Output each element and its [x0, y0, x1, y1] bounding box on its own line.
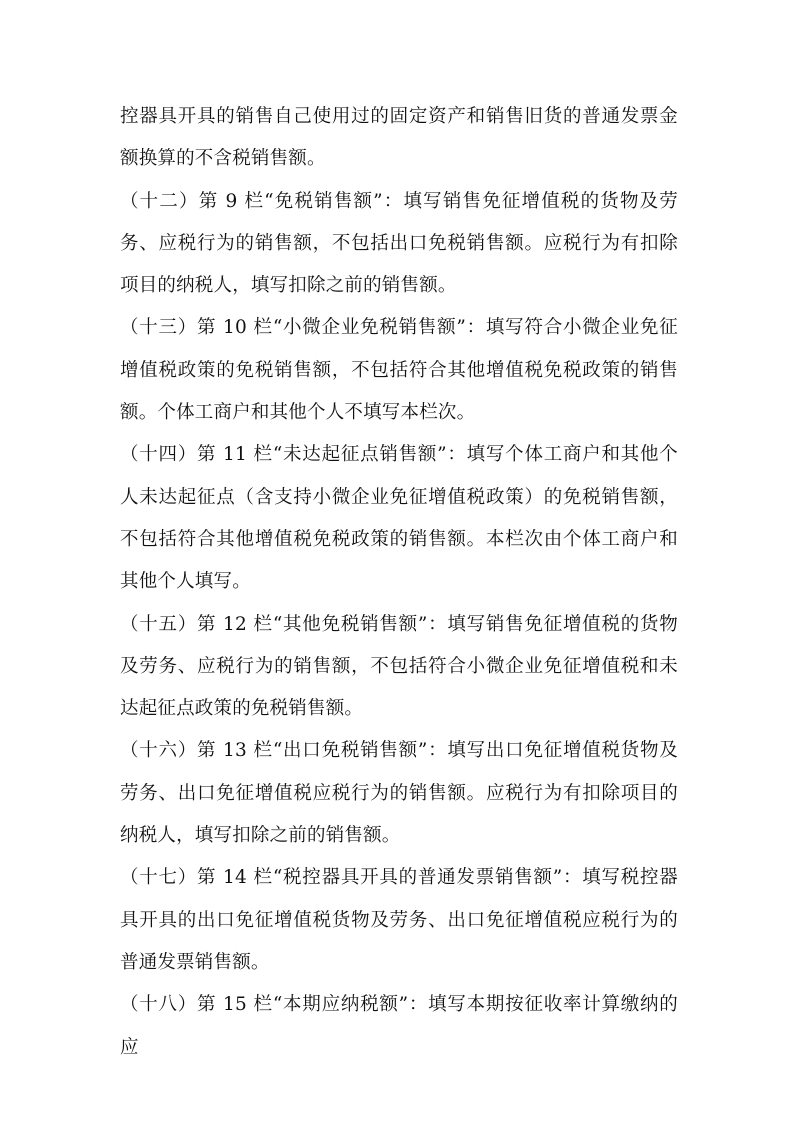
paragraph-item-14: （十四）第 11 栏“未达起征点销售额”：填写个体工商户和其他个人未达起征点（含支持小微企业免征增值税政策）的免税销售额，不包括符合其他增值税免税政策的销售额。本栏次由个体工商户和其他个人填写。 [120, 444, 678, 593]
paragraph-item-13: （十三）第 10 栏“小微企业免税销售额”：填写符合小微企业免征增值税政策的免税销售额，不包括符合其他增值税免税政策的销售额。个体工商户和其他个人不填写本栏次。 [120, 317, 678, 424]
document-body [120, 96, 678, 1069]
paragraph-item-16: （十六）第 13 栏“出口免税销售额”：填写出口免征增值税货物及劳务、出口免征增值税应税行为的销售额。应税行为有扣除项目的纳税人，填写扣除之前的销售额。 [120, 740, 678, 847]
paragraph-item-12: （十二）第 9 栏“免税销售额”：填写销售免征增值税的货物及劳务、应税行为的销售额，不包括出口免税销售额。应税行为有扣除项目的纳税人，填写扣除之前的销售额。 [120, 190, 678, 297]
paragraph-item-18: （十八）第 15 栏“本期应纳税额”：填写本期按征收率计算缴纳的应 [120, 994, 678, 1058]
paragraph-continuation: 控器具开具的销售自己使用过的固定资产和销售旧货的普通发票金额换算的不含税销售额。 [120, 106, 678, 170]
paragraph-item-15: （十五）第 12 栏“其他免税销售额”：填写销售免征增值税的货物及劳务、应税行为的销售额，不包括符合小微企业免征增值税和未达起征点政策的免税销售额。 [120, 613, 678, 720]
paragraph-item-17: （十七）第 14 栏“税控器具开具的普通发票销售额”：填写税控器具开具的出口免征增值税货物及劳务、出口免征增值税应税行为的普通发票销售额。 [120, 867, 678, 973]
